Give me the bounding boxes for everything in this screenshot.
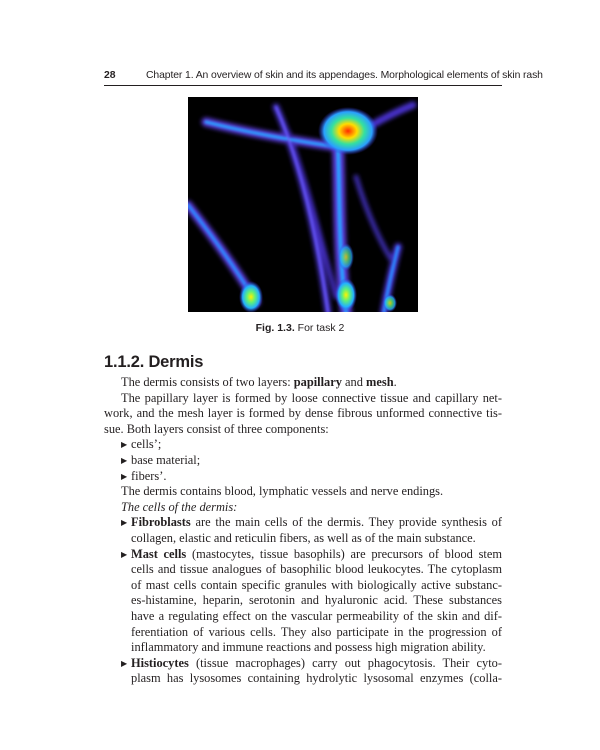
- paragraph-line: sue. Both layers consist of three components:: [104, 421, 329, 436]
- running-header: [104, 70, 543, 84]
- figure-caption: [0, 322, 600, 334]
- list-item: ▶ base material;: [121, 452, 201, 467]
- cells-subheading: The cells of the dermis:: [121, 499, 238, 514]
- bullet-triangle-icon: ▶: [121, 440, 128, 450]
- figure-label: Fig. 1.3.: [255, 322, 295, 334]
- header-rule: [104, 85, 502, 86]
- bullet-triangle-icon: ▶: [121, 658, 128, 668]
- paragraph-layers: The dermis consists of two layers: papillary and mesh.: [121, 375, 397, 389]
- list-item-fibroblasts: ▶ Fibroblasts are the main cells of the dermis. They provide synthesis of collagen, elastic and reticulin fibers, as well as of the main substance.: [121, 515, 502, 545]
- bullet-triangle-icon: ▶: [121, 471, 128, 481]
- section-heading: 1.1.2. Dermis: [104, 353, 204, 371]
- body-text: [104, 375, 502, 687]
- bullet-triangle-icon: ▶: [121, 455, 128, 465]
- bullet-triangle-icon: ▶: [121, 518, 128, 528]
- paragraph-line: work, and the mesh layer is formed by dense fibrous unformed connective tis-: [104, 406, 502, 421]
- bullet-triangle-icon: ▶: [121, 549, 128, 559]
- fluorescence-micrograph: [188, 97, 418, 312]
- paragraph-line: The papillary layer is formed by loose connective tissue and capillary net-: [121, 390, 502, 405]
- list-item: ▶ fibers’.: [121, 468, 167, 483]
- page-number: 28: [104, 70, 116, 81]
- list-item: ▶ cells’;: [121, 437, 162, 452]
- list-item-mast-cells: ▶ Mast cells (mastocytes, tissue basophils) are precursors of blood stem cells and tissue analogues of basophilic blood leukocytes. The cytoplasm of mast cells contain specific granules with biologically active substanc- es-histamine, heparin, serotonin and hyaluronic acid. These substances have a regulating effect on the vascular permeability of the skin and dif- ferentiation of various cells. They also participate in the progression of inflammatory and immune reactions and possess high migration ability.: [121, 546, 502, 655]
- paragraph-vessels: The dermis contains blood, lymphatic vessels and nerve endings.: [121, 484, 444, 499]
- chapter-title: Chapter 1. An overview of skin and its appendages. Morphological elements of skin rash: [146, 70, 543, 81]
- list-item-histiocytes: ▶ Histiocytes (tissue macrophages) carry out phagocytosis. Their cyto- plasm has lysosomes containing hydrolytic lysosomal enzymes (colla-: [121, 655, 502, 686]
- micrograph-image: [188, 97, 418, 312]
- figure-caption-text: For task 2: [297, 322, 345, 334]
